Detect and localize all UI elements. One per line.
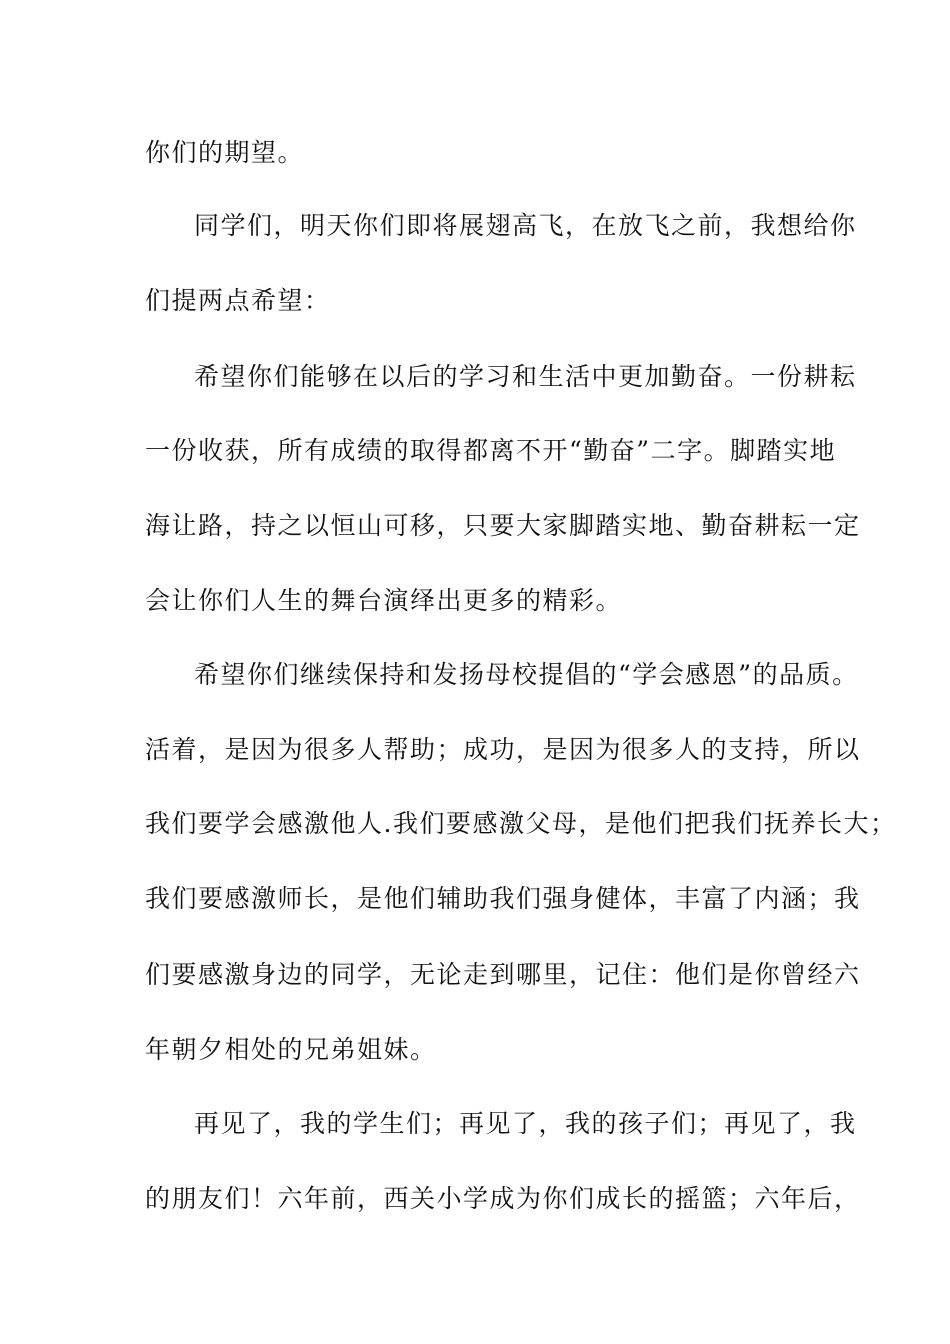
- text-line: 的朋友们！六年前，西关小学成为你们成长的摇篮；六年后，: [145, 1184, 861, 1213]
- text-line: 海让路，持之以恒山可移，只要大家脚踏实地、勤奋耕耘一定: [145, 511, 861, 540]
- text-line: 年朝夕相处的兄弟姐妹。: [145, 1035, 437, 1064]
- text-line: 们要感激身边的同学，无论走到哪里，记住：他们是你曾经六: [145, 960, 861, 989]
- text-line: 一份收获，所有成绩的取得都离不开“勤奋”二字。脚踏实地: [145, 436, 837, 465]
- paragraph-start: 同学们，明天你们即将展翅高飞，在放飞之前，我想给你: [194, 211, 857, 240]
- text-line: 你们的期望。: [145, 138, 305, 167]
- paragraph-start: 再见了，我的学生们；再见了，我的孩子们；再见了，我: [194, 1109, 857, 1138]
- paragraph-start: 希望你们能够在以后的学习和生活中更加勤奋。一份耕耘: [194, 362, 857, 391]
- paragraph-start: 希望你们继续保持和发扬母校提倡的“学会感恩”的品质。: [194, 660, 859, 689]
- text-line: 活着，是因为很多人帮助；成功，是因为很多人的支持，所以: [145, 735, 861, 764]
- text-line: 我们要学会感激他人.我们要感激父母，是他们把我们抚养长大；: [145, 809, 897, 838]
- text-line: 们提两点希望：: [145, 286, 331, 315]
- text-line: 会让你们人生的舞台演绎出更多的精彩。: [145, 586, 623, 615]
- text-line: 我们要感激师长，是他们辅助我们强身健体，丰富了内涵；我: [145, 884, 861, 913]
